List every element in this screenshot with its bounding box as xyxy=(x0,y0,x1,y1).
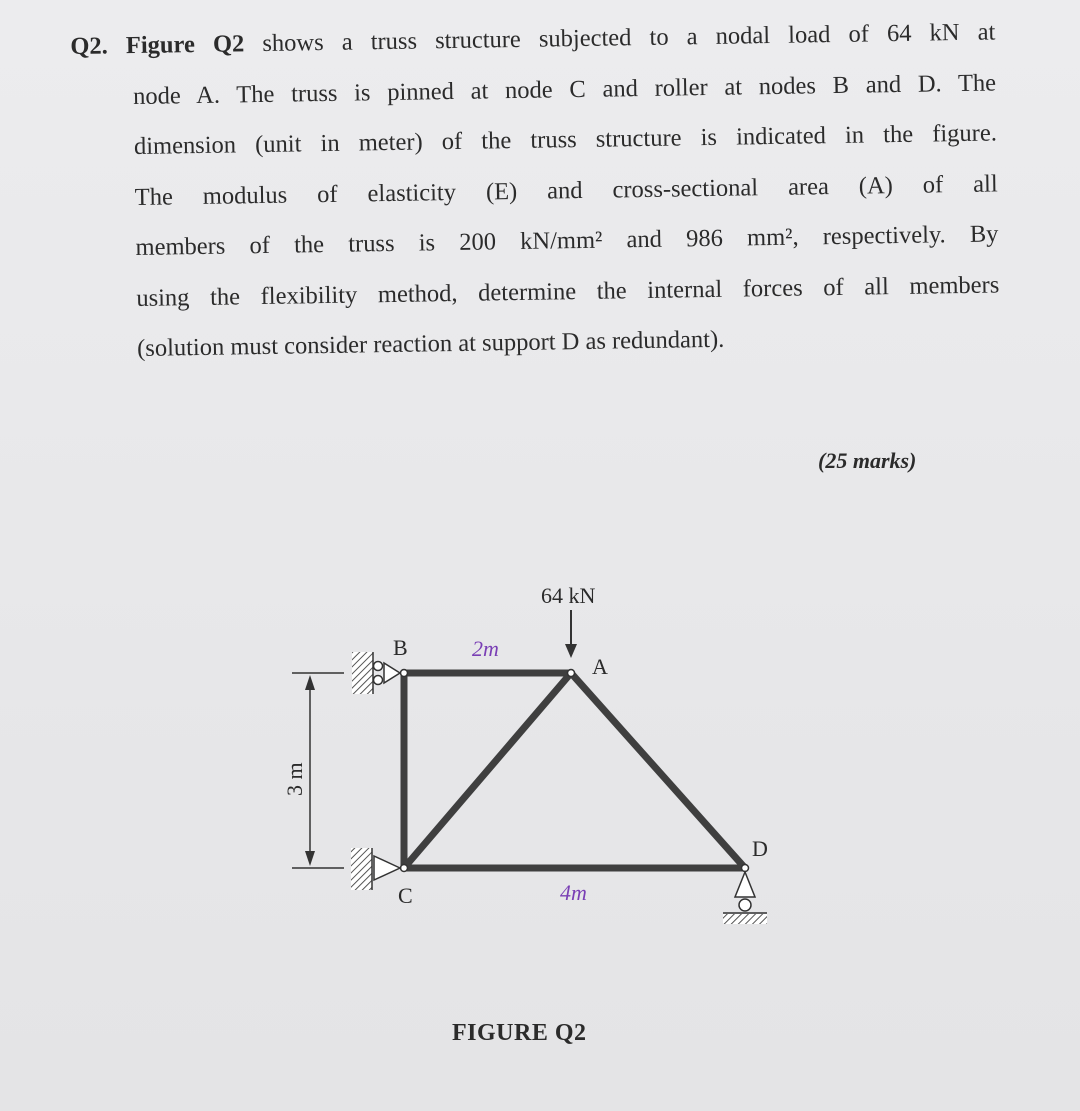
question-line-7: (solution must consider reaction at support D as redundant). xyxy=(136,325,725,362)
node-label-A: A xyxy=(592,654,608,679)
pin-support-C xyxy=(351,848,400,890)
question-number: Q2. xyxy=(70,32,109,60)
dimension-label: 3 m xyxy=(282,762,307,796)
node-A xyxy=(568,670,575,677)
node-label-C: C xyxy=(398,883,413,908)
figure-caption: FIGURE Q2 xyxy=(452,1020,587,1046)
node-label-D: D xyxy=(752,836,768,861)
question-line-3: dimension (unit in meter) of the truss structure is indicated in the figure. xyxy=(133,119,998,161)
member-AD xyxy=(571,673,745,868)
handwritten-2m: 2m xyxy=(472,636,499,661)
truss-nodes xyxy=(401,670,749,872)
question-line-6: using the flexibility method, determine the internal forces of all members xyxy=(136,270,1000,312)
handwritten-4m: 4m xyxy=(560,880,587,905)
member-CA xyxy=(404,673,571,868)
load-arrow xyxy=(565,610,577,658)
truss-members xyxy=(404,673,745,868)
marks-label: (25 marks) xyxy=(818,448,917,473)
figure-reference: Figure Q2 xyxy=(125,30,245,60)
load-label: 64 kN xyxy=(541,583,596,608)
question-line-4: The modulus of elasticity (E) and cross-sectional area (A) of all xyxy=(134,169,998,211)
question-line-1: Q2. Figure Q2 shows a truss structure subjected to a nodal load of 64 kN at xyxy=(70,18,996,60)
node-label-B: B xyxy=(393,635,408,660)
question-line-5: members of the truss is 200 kN/mm² and 986 mm², respectively. By xyxy=(135,220,999,261)
node-B xyxy=(401,670,408,677)
question-line-2: node A. The truss is pinned at node C and roller at nodes B and D. The xyxy=(132,68,997,110)
roller-support-D xyxy=(723,872,767,924)
